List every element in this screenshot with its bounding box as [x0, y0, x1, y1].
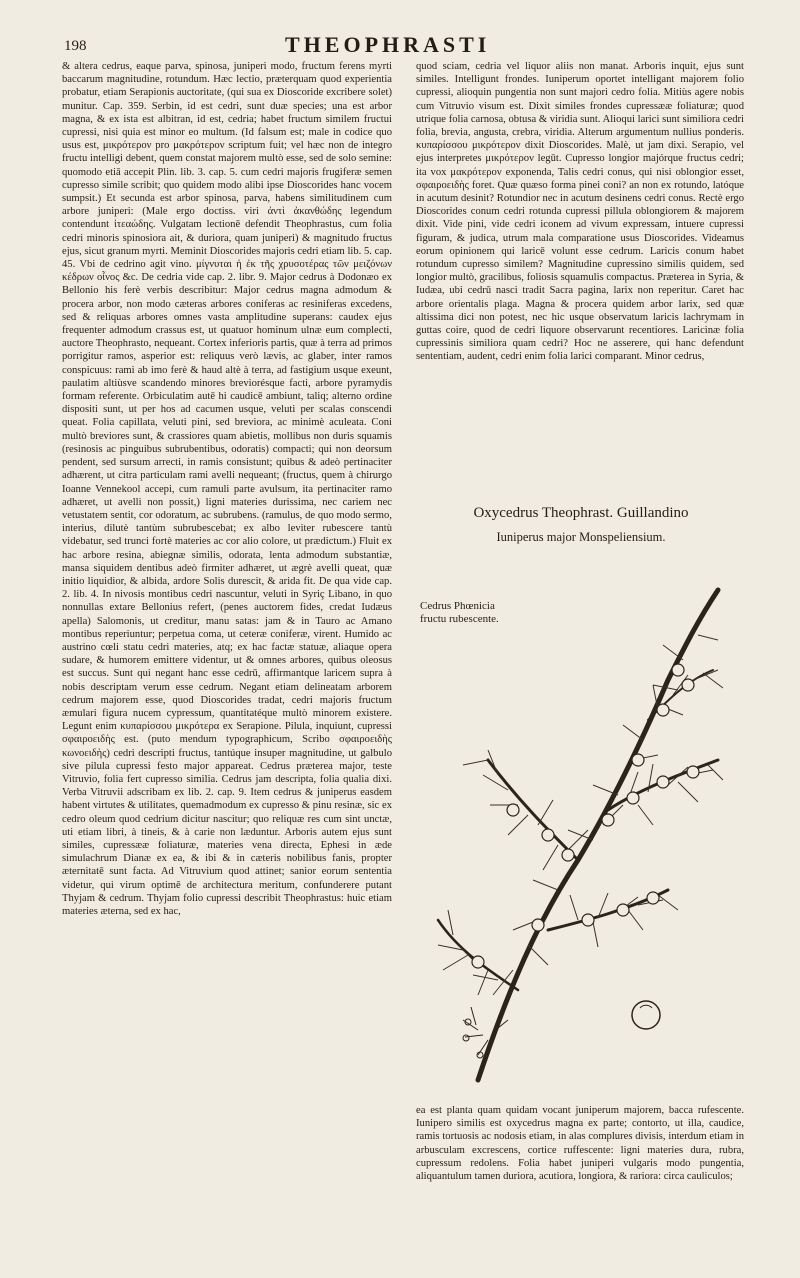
main-stem	[478, 590, 718, 1080]
running-head: THEOPHRASTI	[285, 32, 491, 57]
right-column-bottom-paragraph: ea est planta quam quidam vocant juniperum majorem, bacca rufescente. Iunipero similis est oxycedrus magna ex parte; contorto, ut illa, caudice, ramis tortuosis ac nodosis etiam, in alas complures divisis, interdum etiam in arbusculam excrescens, cortice ruffescente: ligni materies dura, rubra, cupressum redolens. Folia habet juniperi vulgaris modo pungentia, aliquantulum tamen duriora, acutiora, longiora, & rariora: circa cauliculos;	[416, 1105, 744, 1183]
figure-subtitle: Iuniperus major Monspeliensium.	[496, 530, 666, 544]
figure-caption: Cedrus Phœnicia fructu rubescente.	[420, 600, 499, 625]
left-column-paragraph: & altera cedrus, eaque parva, spinosa, juniperi modo, fructum ferens myrti baccarum magnitudine, rotundum. Hæc lectio, præterquam quod experientia probatur, etiam Serapionis auctoritate, (qui sua ex Dioscoride excribere solet) munitur. Cap. 359. Serbin, id est cedri, sunt duæ species; una est arbor magna, & ex ista est albitran, id est, cedria; habet fructum similem fructui cupressi, nisi quia est minor eo multum. (Id falsum est; male in codice quo usus est, μικρότερον pro μακρότερον scriptum fuit; vel hæc non de integro fructu intelligi debent, quem constat majorem multò esse, sed de solo semine: quomodo etiā accepit Plin. lib. 3. cap. 5. cum cedri majoris frugiferæ semen cupresso simile scribit; quo quidem modo alibi ipse Dioscorides hanc vocem sumpsit.) Et secunda est arbor spinosa, parva, habens similitudinem cum arbore juniperi: (Male ergo doctiss. viri ἀντὶ ἀκανθώδης legendum contendunt ἰτεαώδης. Vulgatam lectionē defendit Theophrastus, cum folia cedri minoris spinosiora ait, & duriora, quam juniperi) & magnitudo fructus ejus, sicut granum myrti. Meminit Dioscorides majoris cedri etiam lib. 5. cap. 45. Vbi de cedrino agit vino. μίγνυται ἡ ἐκ τῆς χρυσοτέρας τῶν μειζόνων κέδρων οἶνος &c. De cedria vide cap. 2. libr. 9. Major cedrus à Dodonæo ex Bellonio his ferè verbis describitur: Major cedrus magna admodum & procera arbor, non modo cæteras arbores coniferas ac resiniferas excedens, sed & reliquas arbores omnes vasta amplitudine superans: caudex ejus frequenter admodum crassus est, ut quatuor hominum ulnæ eum complecti, auctore Theophrasto, nequeant. Cortex inferioris partis, quæ à terra ad primos porrigitur ramos, asperior est: reliquus verò lævis, ac glaber, inter ramos conspicuus: rami ab imo ferè & haud altè à terra, ad fastigium usque exeunt, paulatim altiùsve scandendo minores breviorésque facti, arbore pyramydis formam referente. Orbiculatim autē hi caudicē ambiunt, taliq; alterno ordine dispositi sunt, ut per hos ad cacumen usque, veluti per scalas conscendi queat. Folia capillata, veluti pini, sed breviora, ac minimè aculeata. Coni multò breviores sunt, & crassiores quam abietis, mollibus non duris squamis (resinosis ac pinguibus subrubentibus, odoratis) compacti; qui non deorsum pendent, sed sursum arrecti, in ramis consistunt; quibus & adeò pertinaciter adhærent, ut citra particulam rami avelli nequeant; (fructus, quem à chirurgo Ioanne Vennekool accepi, cum ramuli parte avulsum, ita pertinaciter ramo adhæret, ut avelli non possit,) ligni materies durissima, nec cariem nec vetustatem sentit, cor odoratum, ac subrubens. (ramulus, de quo modo sermo, interius, dilutè tantùm subrubescebat; ex albo leviter rubescere tantù videbatur, sed trunci fortè materies ac cor alio colore, ut prædictum.) Fluit ex hac arbore resina, abiegnæ similis, odorata, lenta admodum substantiæ, mansa siquidem dentibus adeò firmiter adhæret, ut ægrè avelli queat, quæ initio liquidior, & albida, ardore Solis durescit, & arida fit. De qua vide cap. 2. lib. 4. In nivosis montibus cedri nascuntur, veluti in Syriç Libano, in quo nonnullas extare Bellonius refert, (penes auctorem fides, credat Iudæus apella) Salomonis, ut creditur, manu satas: jam & in Tauro ac Amano montibus reperiuntur; perpetua coma, ut ceteræ coniferæ, virent. Humido ac austrino cœli statu cedri materies, atq; ex hac factæ statuæ, aliaque opera sudare, & humorem emittere videntur, ut & omnes arbores, quibus oleosus est succus. Sunt qui negant hanc esse cedrū, affirmantque laricem supra à nobis descriptam verum esse cedrum. Negant etiam delineatam arborem cedrum majorem esse, quod Dioscorides tradat, cedri majoris fructum æmulari figura nucem cypressum, quantitatéque multò minorem existere. Legunt enim κυπαρίσσου μικρότερα ex Serapione. Pilula, inquiunt, cupressi σφαιροειδὴς est. (puto mendum typographicum, Scribo σφαιροειδὴς κωνοειδὴς) cedri descripti fructus, tantúque insuper magnitudine, ut galbulo sive pilula cupressi festo major appareat. Cedrus præterea major, teste Vitruvio, folia fert cupresso similia. Cedrus jam descripta, folia qualia dixi. Verba Vitruvii adscribam ex lib. 2. cap. 9. Item cedrus & juniperus easdem habent virtutes & utilitates, quemadmodum ex cupresso & pinu resinæ, sic ex cedro oleum quod cedrium dicitur nascitur; quo reliquæ res cum sint unctæ, uti etiam libri, à tineis, & à carie non læduntur. Arboris autem ejus sunt similes, cupressææ foliaturæ, materies vena directa, Ephesi in æde simulachrum Dianæ ex ea, & ibi & in cæteris nobilibus fanis, propter æternitatē sunt facta. Ad Vitruvium quod attinet; sanior eorum sententia videtur, qui virum optimē de architectura meritum, confunderere putant Thyjam & cedrum. Thyjam folio cupressi describit Theophrastus: huic etiam materies æterna, sed ex hac,	[62, 61, 392, 917]
left-column	[62, 60, 392, 1265]
juniper-branch-illustration	[418, 560, 748, 1090]
figure-title: Oxycedrus Theophrast. Guillandino	[473, 505, 689, 521]
berries	[472, 664, 699, 968]
right-column-top-paragraph: quod sciam, cedria vel liquor aliis non manat. Arboris inquit, ejus sunt similes. Intelligunt frondes. Iuniperum oportet intelligant majorem folio cupressi, alioquin pungentia non sunt majori cedro folia. Mitiùs agere nobis cum Vitruvio visum est. Dixit similes frondes cupressææ foliaturæ; quod utrique folia carnosa, obtusa & viridia sunt. Alioqui larici sunt similiora cedri folia, brevia, angusta, crebra, viridia. Alterum argumentum nullius ponderis. κυπαρίσσου μικρότερον dixit Dioscorides. Malè, ut jam dixi. Serapio, vel ejus interpretes μικρότερον legūt. Cupresso longior majórque fructus cedri; ita vox μακρότερον exponenda, Talis cedri conus, qui nisi oblongior esset, σφαιροειδὴς foret. Quæ quæso forma pinei coni? an non ex rotundo, latóque in acutum desinit? Rotundior nec in acutum desinens cedri conus. Rectè ergo Dioscorides conum cedri rotunda cupressi pillula oblongiorem & majorem dixit. Vide pini, vide cedri iconem ad vivum expressam, intuere cupressi figuram, & judica, utrum mala comparatione usus Dioscorides. Videamus eorum opinionem qui laricē volunt esse cedrum. Laricis conum habet rotundum cupresso similem? Magnitudine cupressino similis quidem, sed longior multò, gracilibus, foliosis squamulis compactus. Præterea in Syria, & Iudæa, ubi cedrū nasci tradit Sacra pagina, larix non reperitur. Caret hac arbore orientalis plaga. Magna & procera quidem arbor larix, sed quæ altissima dici non potest, nec hic usque observatum laricis lachrymam in guttas coire, quod de cedri liquore observarunt recentiores. Laricinæ folia cupressinis similiora quam cedri? Hoc ne asserere, qui hanc defendunt sententiam, audent, cedri enim folia larici comparant. Minor cedrus,	[416, 61, 744, 363]
page-number: 198	[64, 38, 87, 54]
right-column-top	[416, 60, 744, 492]
detached-berry	[632, 1001, 660, 1029]
right-column-bottom	[416, 1104, 744, 1268]
branch-left	[488, 760, 578, 860]
